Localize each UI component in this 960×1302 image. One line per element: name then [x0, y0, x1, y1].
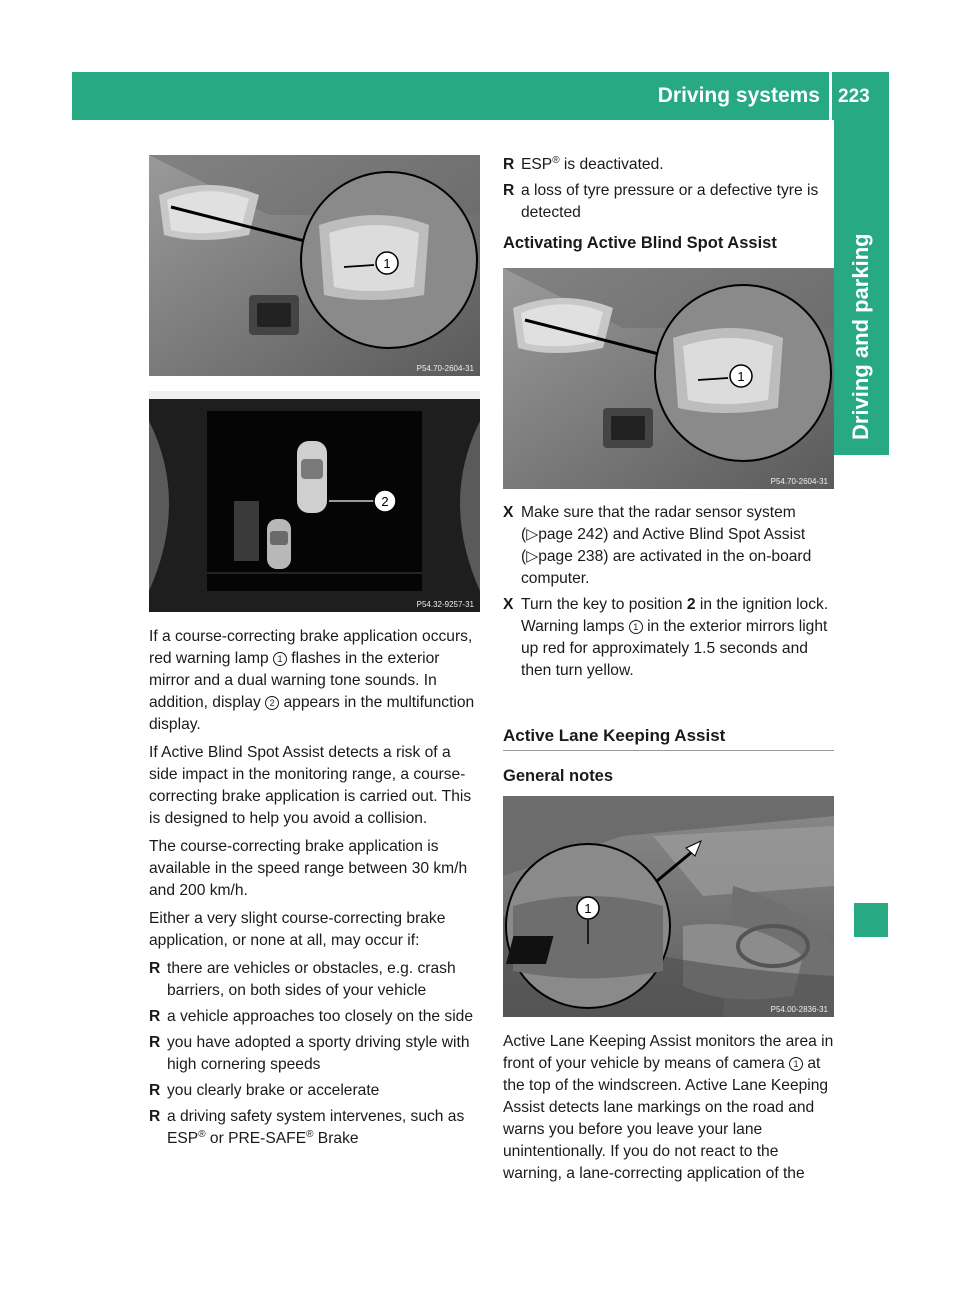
callout-1-label: 1 [383, 256, 391, 271]
mirror-illustration [149, 155, 480, 376]
page-ref-icon: ▷ [526, 526, 539, 543]
right-column-steps [503, 502, 835, 686]
step-item: X Turn the key to position 2 in the ignition lock. Warning lamps 1 in the exterior mirrors light up red for approximately 1.5 seconds and then turn yellow. [503, 596, 829, 679]
mirror-image-code: P54.70-2604-31 [416, 364, 474, 373]
list-item: R a loss of tyre pressure or a defective tyre is detected [503, 182, 819, 221]
callout-1-icon: 1 [273, 652, 287, 666]
list-item: R you have adopted a sporty driving style with high cornering speeds [149, 1034, 470, 1073]
page-ref-icon: ▷ [526, 548, 539, 565]
mirror2-image-code: P54.70-2604-31 [770, 477, 828, 486]
activating-heading: Activating Active Blind Spot Assist [503, 234, 777, 252]
callout-1-label: 1 [737, 369, 745, 384]
header-title: Driving systems [657, 84, 820, 107]
paragraph-speed-range: The course-correcting brake application is available in the speed range between 30 km/h and 200 km/h. [149, 838, 468, 899]
paragraph-lane-assist: Active Lane Keeping Assist monitors the area in front of your vehicle by means of camera 1 at the top of the windscreen. Active Lane Keeping Assist detects lane markings on the road and warns you before you leave your lane unintentionally. If you do not react to the warning, a lane-correcting application of the [503, 1033, 834, 1182]
multifunction-display-illustration [149, 391, 480, 612]
list-item: R a vehicle approaches too closely on the side [149, 1008, 474, 1025]
right-column-bottom [503, 1031, 835, 1191]
display-image-code: P54.32-9257-31 [416, 600, 474, 609]
page-number: 223 [838, 86, 870, 107]
mirror-illustration-2 [503, 268, 834, 489]
chapter-tab-label: Driving and parking [848, 233, 873, 440]
windscreen-camera-illustration [503, 796, 834, 1017]
callout-1-icon: 1 [789, 1057, 803, 1071]
paragraph-risk: If Active Blind Spot Assist detects a risk of a side impact in the monitoring range, a course-correcting brake application is carried out. This is designed to help you avoid a collision. [149, 744, 472, 827]
callout-2-icon: 2 [265, 696, 279, 710]
step-item: X Make sure that the radar sensor system (▷page 242) and Active Blind Spot Assist (▷page 238) are activated in the on-board computer. [503, 504, 812, 587]
list-item: R ESP® is deactivated. [503, 154, 664, 173]
callout-1-icon: 1 [629, 620, 643, 634]
section-title: Active Lane Keeping Assist [503, 726, 726, 745]
list-item: R you clearly brake or accelerate [149, 1082, 380, 1099]
callout-2-label: 2 [381, 494, 389, 509]
general-notes-heading: General notes [503, 767, 614, 785]
section-rule [503, 750, 834, 751]
list-item: R a driving safety system intervenes, such as ESP® or PRE-SAFE® Brake [149, 1108, 465, 1147]
paragraph-warning: If a course-correcting brake application occurs, red warning lamp 1 flashes in the exterior mirror and a dual warning tone sounds. In addition, display 2 appears in the multifunction display. [149, 628, 475, 733]
paragraph-conditions: Either a very slight course-correcting brake application, or none at all, may occur if: [149, 910, 446, 949]
left-column [149, 626, 483, 1154]
callout-1-label: 1 [584, 901, 592, 916]
list-item: R there are vehicles or obstacles, e.g. crash barriers, on both sides of your vehicle [149, 960, 456, 999]
right-column-top [503, 154, 835, 260]
windscreen-image-code: P54.00-2836-31 [770, 1005, 828, 1014]
chapter-marker [854, 903, 888, 937]
header-separator [829, 72, 832, 120]
